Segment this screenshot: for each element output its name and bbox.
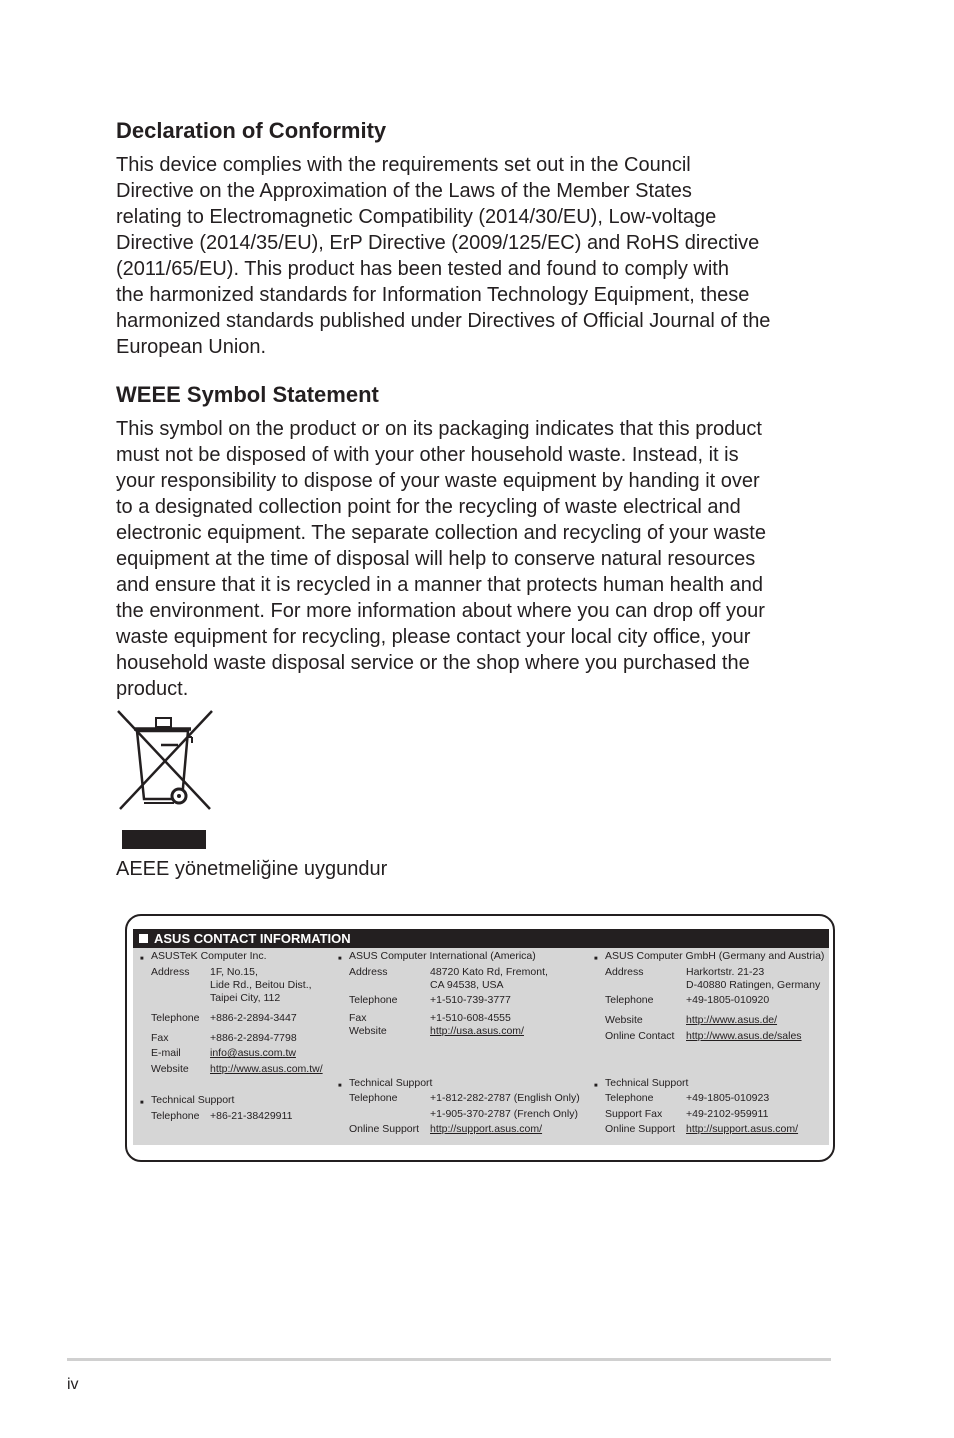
col3-address-label: Address	[605, 966, 644, 978]
col2-company: ■ ASUS Computer International (America)	[349, 950, 536, 962]
text-line: European Union.	[116, 336, 267, 358]
page-number: iv	[67, 1376, 79, 1393]
col2-website-label: Website	[349, 1025, 387, 1037]
col3-support-fax: +49-2102-959911	[686, 1108, 769, 1120]
black-bar	[122, 830, 206, 849]
col1-telephone-label: Telephone	[151, 1012, 200, 1024]
col3-company: ■ ASUS Computer GmbH (Germany and Austria)	[605, 950, 824, 962]
col3-support-fax-label: Support Fax	[605, 1108, 663, 1120]
col2-telephone-label: Telephone	[349, 994, 398, 1006]
weee-paragraph	[116, 416, 836, 702]
col3-address-line: D-40880 Ratingen, Germany	[686, 979, 821, 991]
col3-support-tel: +49-1805-010923	[686, 1092, 770, 1104]
col2-fax: +1-510-608-4555	[430, 1012, 511, 1024]
col1-email-link[interactable]: info@asus.com.tw	[210, 1047, 296, 1059]
text-line: the harmonized standards for Information Technology Equipment, these	[116, 284, 750, 306]
aeee-statement: AEEE yönetmeliğine uygundur	[116, 858, 388, 880]
col3-website-link[interactable]: http://www.asus.de/	[686, 1014, 778, 1026]
col1-address-label: Address	[151, 966, 190, 978]
col2-website-link[interactable]: http://usa.asus.com/	[430, 1025, 524, 1037]
col1-fax-label: Fax	[151, 1032, 169, 1044]
text-line: must not be disposed of with your other household waste. Instead, it is	[116, 444, 739, 466]
text-line: equipment at the time of disposal will help to conserve natural resources	[116, 548, 756, 570]
contact-panel	[133, 929, 829, 1145]
col1-support-title: ■ Technical Support	[151, 1094, 234, 1106]
col1-support-tel: +86-21-38429911	[210, 1110, 293, 1122]
col2-fax-label: Fax	[349, 1012, 367, 1024]
text-line: Directive on the Approximation of the Laws of the Member States	[116, 180, 692, 202]
col1-website-label: Website	[151, 1063, 189, 1075]
col3-contact-link[interactable]: http://www.asus.de/sales	[686, 1030, 802, 1042]
col3-contact-label: Online Contact	[605, 1030, 675, 1042]
col2-address-label: Address	[349, 966, 388, 978]
crossed-out-wheelie-bin-icon	[116, 709, 214, 813]
footer-rule	[67, 1358, 831, 1361]
text-line: Directive (2014/35/EU), ErP Directive (2009/125/EC) and RoHS directive	[116, 232, 760, 254]
col3-telephone: +49-1805-010920	[686, 994, 770, 1006]
text-line: product.	[116, 678, 189, 700]
text-line: relating to Electromagnetic Compatibility (2014/30/EU), Low-voltage	[116, 206, 717, 228]
text-line: (2011/65/EU). This product has been tested and found to comply with	[116, 258, 729, 280]
declaration-paragraph	[116, 152, 836, 360]
col1-company: ■ ASUSTeK Computer Inc.	[151, 950, 267, 962]
col3-telephone-label: Telephone	[605, 994, 654, 1006]
contact-header	[133, 929, 829, 948]
col1-website-link[interactable]: http://www.asus.com.tw/	[210, 1063, 323, 1075]
square-bullet-icon	[139, 934, 148, 943]
col2-address-line: 48720 Kato Rd, Fremont,	[430, 966, 548, 978]
col3-online-link[interactable]: http://support.asus.com/	[686, 1123, 799, 1135]
text-line: electronic equipment. The separate collection and recycling of your waste	[116, 522, 766, 544]
col3-website-label: Website	[605, 1014, 643, 1026]
text-line: the environment. For more information about where you can drop off your	[116, 600, 765, 622]
text-line: waste equipment for recycling, please contact your local city office, your	[116, 626, 751, 648]
text-line: your responsibility to dispose of your waste equipment by handing it over	[116, 470, 760, 492]
col1-address-line: Taipei City, 112	[210, 992, 281, 1004]
col3-address-line: Harkortstr. 21-23	[686, 966, 765, 978]
text-line: This symbol on the product or on its packaging indicates that this product	[116, 418, 762, 440]
col2-support-title: ■ Technical Support	[349, 1077, 432, 1089]
col3-support-tel-label: Telephone	[605, 1092, 654, 1104]
col3-online-label: Online Support	[605, 1123, 676, 1135]
col1-telephone: +886-2-2894-3447	[210, 1012, 297, 1024]
col1-support-tel-label: Telephone	[151, 1110, 200, 1122]
col1-fax: +886-2-2894-7798	[210, 1032, 297, 1044]
weee-title: WEEE Symbol Statement	[116, 382, 379, 407]
text-line: This device complies with the requirements set out in the Council	[116, 154, 691, 176]
text-line: harmonized standards published under Directives of Official Journal of the	[116, 310, 771, 332]
text-line: household waste disposal service or the shop where you purchased the	[116, 652, 750, 674]
col2-online-link[interactable]: http://support.asus.com/	[430, 1123, 543, 1135]
declaration-title: Declaration of Conformity	[116, 118, 387, 143]
contact-header-label: ASUS CONTACT INFORMATION	[154, 931, 351, 946]
col2-support-tel-label: Telephone	[349, 1092, 398, 1104]
col3-support-title: ■ Technical Support	[605, 1077, 688, 1089]
col1-address-line: Lide Rd., Beitou Dist.,	[210, 979, 312, 991]
col2-telephone: +1-510-739-3777	[430, 994, 511, 1006]
col2-support-tel-french: +1-905-370-2787 (French Only)	[430, 1108, 578, 1120]
col1-email-label: E-mail	[151, 1047, 181, 1059]
col2-online-label: Online Support	[349, 1123, 420, 1135]
text-line: and ensure that it is recycled in a manner that protects human health and	[116, 574, 764, 596]
col2-address-line: CA 94538, USA	[430, 979, 504, 991]
text-line: to a designated collection point for the recycling of waste electrical and	[116, 496, 741, 518]
col1-address-line: 1F, No.15,	[210, 966, 258, 978]
col2-support-tel-english: +1-812-282-2787 (English Only)	[430, 1092, 580, 1104]
